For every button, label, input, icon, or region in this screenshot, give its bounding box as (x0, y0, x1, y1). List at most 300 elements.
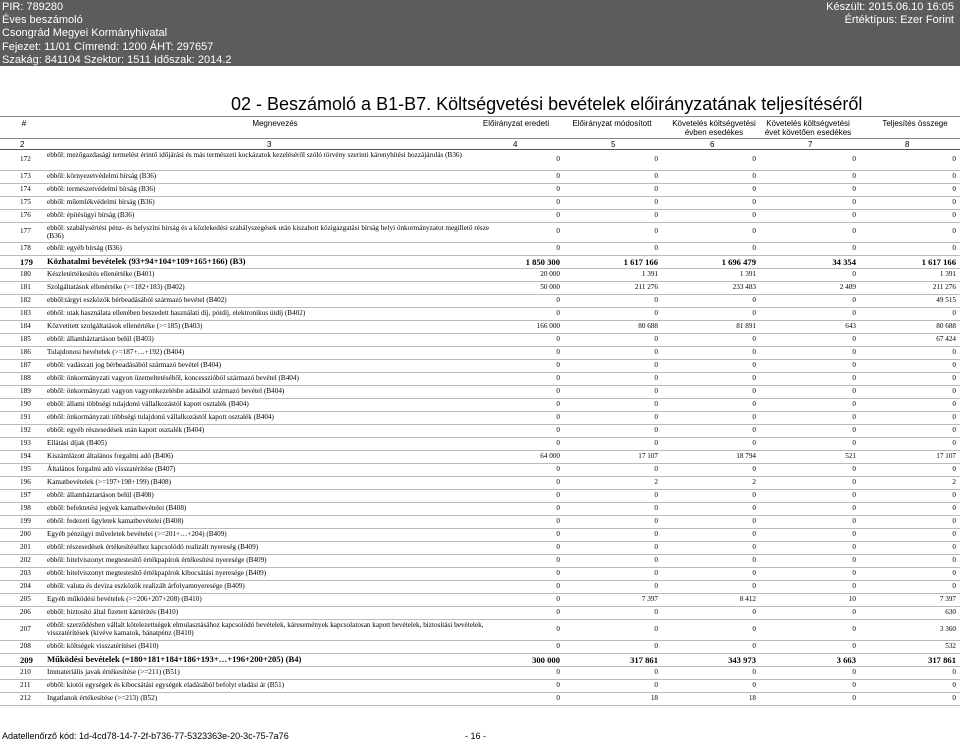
row-number: 179 (20, 257, 33, 267)
row-value-col5: 0 (654, 244, 658, 252)
row-value-col5: 0 (654, 154, 658, 163)
row-value-col8: 0 (952, 210, 956, 219)
row-value-col4: 0 (556, 227, 560, 236)
row-value-col6: 0 (752, 227, 756, 236)
value-type: Értéktípus: Ezer Forint (844, 14, 954, 27)
row-value-col6: 1 391 (739, 270, 756, 278)
verification-code: Adatellenőrző kód: 1d-4cd78-14-7-2f-b736-77-5323363e-20-3c-75-7a76 (2, 731, 289, 741)
col-num-2: 2 (20, 140, 25, 149)
row-label: Közhatalmi bevételek (93+94+104+109+165+166) (B3) (47, 256, 246, 266)
row-value-col7: 0 (852, 309, 856, 317)
row-value-col5: 1 391 (641, 270, 658, 278)
row-value-col5: 0 (654, 387, 658, 395)
table-row (0, 334, 960, 347)
table-row (0, 516, 960, 529)
row-value-col4: 20 000 (540, 270, 560, 278)
row-value-col7: 0 (852, 227, 856, 236)
row-value-col4: 0 (556, 361, 560, 369)
row-value-col8: 1 617 166 (921, 257, 956, 267)
row-value-col7: 0 (852, 641, 856, 650)
row-value-col6: 0 (752, 244, 756, 252)
row-label: ebből: költségek visszatérítései (B410) (47, 641, 159, 650)
banner-right (826, 1, 954, 27)
row-value-col8: 17 107 (936, 452, 956, 460)
row-value-col7: 0 (852, 361, 856, 369)
report-banner (0, 0, 960, 66)
row-value-col7: 0 (852, 413, 856, 421)
row-value-col7: 0 (852, 387, 856, 395)
row-label: ebből: önkormányzati vagyon vagyonkezelésbe adásából származó bevétel (B404) (47, 387, 285, 395)
row-label: ebből: államháztartáson belül (B408) (47, 491, 154, 499)
table-row (0, 641, 960, 654)
row-number: 211 (20, 680, 31, 689)
row-value-col6: 0 (752, 530, 756, 538)
row-label: ebből: valuta és deviza eszközök realizált árfolyamnyeresége (B409) (47, 582, 245, 590)
row-number: 189 (20, 387, 31, 395)
row-number: 175 (20, 197, 31, 206)
row-label: ebből: önkormányzati vagyon üzemeltetéséből, koncesszióból származó bevétel (B404) (47, 374, 299, 382)
table-row (0, 295, 960, 308)
row-number: 182 (20, 296, 31, 304)
row-value-col7: 0 (852, 465, 856, 473)
row-number: 190 (20, 400, 31, 408)
row-value-col5: 0 (654, 641, 658, 650)
table-row (0, 347, 960, 360)
row-value-col8: 0 (952, 413, 956, 421)
row-number: 205 (20, 595, 31, 603)
row-value-col4: 0 (556, 491, 560, 499)
row-value-col4: 0 (556, 309, 560, 317)
row-value-col7: 0 (852, 569, 856, 577)
row-number: 203 (20, 569, 31, 577)
row-number: 198 (20, 504, 31, 512)
row-value-col7: 0 (852, 517, 856, 525)
row-value-col6: 8 412 (739, 595, 756, 603)
row-value-col4: 0 (556, 569, 560, 577)
row-value-col5: 0 (654, 400, 658, 408)
row-value-col8: 532 (945, 641, 956, 650)
row-value-col6: 0 (752, 426, 756, 434)
row-value-col4: 0 (556, 400, 560, 408)
row-value-col4: 0 (556, 210, 560, 219)
row-value-col7: 0 (852, 478, 856, 486)
row-value-col7: 0 (852, 426, 856, 434)
table-row (0, 555, 960, 568)
row-label: Egyéb működési bevételek (>=206+207+208) (B410) (47, 595, 202, 603)
row-value-col5: 1 617 166 (623, 257, 658, 267)
row-value-col8: 0 (952, 184, 956, 193)
row-value-col7: 0 (852, 270, 856, 278)
row-value-col4: 0 (556, 426, 560, 434)
row-label: ebből: államháztartáson belül (B403) (47, 335, 154, 343)
row-value-col8: 211 276 (932, 283, 956, 291)
row-value-col5: 0 (654, 361, 658, 369)
row-number: 206 (20, 608, 31, 616)
table-row (0, 321, 960, 334)
row-value-col8: 0 (952, 400, 956, 408)
row-value-col5: 0 (654, 667, 658, 676)
row-value-col4: 0 (556, 608, 560, 616)
row-value-col8: 0 (952, 491, 956, 499)
row-value-col4: 0 (556, 478, 560, 486)
row-value-col5: 0 (654, 543, 658, 551)
row-value-col6: 0 (752, 543, 756, 551)
fejezet-line: Fejezet: 11/01 Címrend: 1200 ÁHT: 297657 (2, 40, 214, 53)
row-number: 183 (20, 309, 31, 317)
row-value-col7: 0 (852, 680, 856, 689)
row-number: 188 (20, 374, 31, 382)
col-header-num: # (21, 119, 27, 128)
row-value-col6: 0 (752, 361, 756, 369)
row-value-col4: 0 (556, 517, 560, 525)
col-num-6: 6 (710, 140, 715, 149)
table-row (0, 529, 960, 542)
table-row (0, 256, 960, 269)
row-value-col6: 2 (752, 478, 756, 486)
row-value-col7: 0 (852, 210, 856, 219)
table-row (0, 490, 960, 503)
row-value-col6: 18 794 (736, 452, 756, 460)
row-value-col5: 80 688 (638, 322, 658, 330)
row-value-col7: 0 (852, 504, 856, 512)
row-value-col7: 0 (852, 608, 856, 616)
row-value-col5: 0 (654, 465, 658, 473)
row-label: ebből: műemlékvédelmi bírság (B36) (47, 197, 155, 206)
page-number: - 16 - (465, 731, 487, 741)
row-value-col7: 0 (852, 693, 856, 702)
row-value-col7: 0 (852, 154, 856, 163)
row-value-col7: 0 (852, 582, 856, 590)
row-value-col8: 80 688 (936, 322, 956, 330)
row-value-col4: 0 (556, 387, 560, 395)
col-header-name: Megnevezés (252, 119, 298, 128)
row-value-col8: 0 (952, 667, 956, 676)
row-value-col7: 0 (852, 184, 856, 193)
table-row (0, 269, 960, 282)
row-value-col7: 0 (852, 667, 856, 676)
table-row (0, 693, 960, 706)
row-value-col5: 0 (654, 171, 658, 180)
row-label: ebből: állami többségi tulajdonú vállalkozástól kapott osztalék (B404) (47, 400, 249, 408)
table-row (0, 223, 960, 244)
row-value-col5: 0 (654, 374, 658, 382)
row-value-col8: 0 (952, 439, 956, 447)
row-value-col8: 0 (952, 197, 956, 206)
row-value-col6: 0 (752, 374, 756, 382)
row-value-col6: 0 (752, 624, 756, 633)
row-number: 184 (20, 322, 31, 330)
row-value-col6: 0 (752, 197, 756, 206)
row-value-col4: 0 (556, 504, 560, 512)
row-value-col8: 0 (952, 556, 956, 564)
row-value-col7: 0 (852, 171, 856, 180)
row-value-col6: 0 (752, 569, 756, 577)
row-number: 192 (20, 426, 31, 434)
row-label: ebből: környezetvédelmi bírság (B36) (47, 171, 157, 180)
table-row (0, 171, 960, 184)
row-number: 204 (20, 582, 31, 590)
row-label: ebből: egyéb részesedések után kapott osztalék (B404) (47, 426, 205, 434)
row-value-col7: 10 (848, 595, 856, 603)
row-value-col7: 0 (852, 197, 856, 206)
row-value-col5: 0 (654, 504, 658, 512)
row-value-col4: 0 (556, 348, 560, 356)
row-value-col8: 0 (952, 680, 956, 689)
row-value-col7: 521 (845, 452, 856, 460)
row-value-col4: 0 (556, 184, 560, 193)
row-value-col8: 0 (952, 374, 956, 382)
col-num-4: 4 (513, 140, 518, 149)
row-value-col8: 0 (952, 693, 956, 702)
header-top-rule (0, 116, 960, 117)
row-value-col8: 3 360 (939, 624, 956, 633)
row-number: 185 (20, 335, 31, 343)
row-value-col7: 0 (852, 543, 856, 551)
table-row (0, 399, 960, 412)
row-value-col7: 3 663 (836, 654, 856, 665)
row-number: 195 (20, 465, 31, 473)
row-value-col5: 0 (654, 348, 658, 356)
pir-label: PIR: 789280 (2, 1, 64, 13)
table-row (0, 438, 960, 451)
row-value-col5: 0 (654, 335, 658, 343)
row-value-col7: 0 (852, 374, 856, 382)
row-value-col8: 0 (952, 171, 956, 180)
row-number: 196 (20, 478, 31, 486)
row-number: 212 (20, 693, 31, 702)
col-header-kovetoen: Követelés költségvetési évet követően esedékes (764, 119, 852, 137)
row-value-col5: 0 (654, 491, 658, 499)
row-value-col5: 7 397 (641, 595, 658, 603)
created-timestamp: Készült: 2015.06.10 16:05 (826, 1, 954, 13)
row-value-col5: 0 (654, 184, 658, 193)
col-num-5: 5 (611, 140, 616, 149)
row-value-col6: 0 (752, 171, 756, 180)
row-value-col8: 630 (945, 608, 956, 616)
row-value-col6: 81 891 (736, 322, 756, 330)
row-value-col5: 0 (654, 309, 658, 317)
row-value-col7: 0 (852, 244, 856, 252)
table-row (0, 425, 960, 438)
table-row (0, 594, 960, 607)
row-value-col4: 0 (556, 543, 560, 551)
row-value-col5: 0 (654, 624, 658, 633)
row-number: 209 (20, 654, 33, 665)
row-value-col8: 0 (952, 361, 956, 369)
row-value-col6: 0 (752, 413, 756, 421)
row-value-col8: 67 424 (936, 335, 956, 343)
row-value-col5: 0 (654, 197, 658, 206)
row-value-col4: 0 (556, 595, 560, 603)
row-value-col8: 317 861 (928, 654, 956, 665)
table-row (0, 243, 960, 256)
row-value-col4: 0 (556, 171, 560, 180)
table-row (0, 360, 960, 373)
row-number: 207 (20, 624, 31, 633)
row-label: Tulajdonosi bevételek (>=187+…+192) (B404) (47, 348, 185, 356)
table-row (0, 581, 960, 594)
row-number: 187 (20, 361, 31, 369)
row-value-col4: 0 (556, 641, 560, 650)
row-value-col8: 0 (952, 504, 956, 512)
table-row (0, 412, 960, 425)
row-value-col7: 643 (845, 322, 856, 330)
row-value-col7: 0 (852, 624, 856, 633)
table-row (0, 308, 960, 321)
col-header-esedekes: Követelés költségvetési évben esedékes (672, 119, 756, 137)
row-label: ebből: természetvédelmi bírság (B36) (47, 184, 156, 193)
row-value-col4: 1 850 300 (525, 257, 560, 267)
row-number: 178 (20, 244, 31, 252)
row-number: 191 (20, 413, 31, 421)
header-mid-rule (0, 138, 960, 139)
row-number: 193 (20, 439, 31, 447)
row-number: 197 (20, 491, 31, 499)
row-value-col4: 0 (556, 374, 560, 382)
row-label: Készletértékesítés ellenértéke (B401) (47, 270, 155, 278)
row-value-col6: 343 973 (728, 654, 756, 665)
table-row (0, 680, 960, 693)
row-label: ebből: szabálysértési pénz- és helyszíni bírság és a közlekedési szabályszegések után kiszabott közigazgatási bírság helyi önkormányzatot megillető része (B36) (47, 223, 490, 240)
row-value-col6: 0 (752, 439, 756, 447)
row-value-col5: 0 (654, 582, 658, 590)
row-value-col8: 2 (952, 478, 956, 486)
table-row (0, 542, 960, 555)
row-label: ebből: biztosító által fizetett kártérítés (B410) (47, 608, 179, 616)
row-value-col7: 0 (852, 556, 856, 564)
row-value-col8: 0 (952, 387, 956, 395)
col-num-3: 3 (267, 140, 272, 149)
row-label: ebből: önkormányzati többségi tulajdonú vállalkozástól kapott osztalék (B404) (47, 413, 274, 421)
row-value-col5: 2 (654, 478, 658, 486)
row-value-col8: 0 (952, 227, 956, 236)
table-row (0, 654, 960, 667)
row-value-col6: 0 (752, 680, 756, 689)
row-value-col5: 0 (654, 296, 658, 304)
row-number: 199 (20, 517, 31, 525)
row-value-col6: 0 (752, 582, 756, 590)
row-value-col7: 0 (852, 491, 856, 499)
row-value-col4: 300 000 (532, 654, 560, 665)
row-value-col6: 0 (752, 504, 756, 512)
row-number: 181 (20, 283, 31, 291)
row-label: Működési bevételek (=180+181+184+186+193+…+196+200+205) (B4) (47, 653, 302, 664)
row-number: 180 (20, 270, 31, 278)
row-value-col4: 0 (556, 413, 560, 421)
row-value-col4: 0 (556, 693, 560, 702)
row-value-col7: 0 (852, 335, 856, 343)
row-label: ebből: részesedések értékesítéséhez kapcsolódó realizált nyereség (B409) (47, 543, 259, 551)
row-value-col6: 0 (752, 465, 756, 473)
row-value-col6: 0 (752, 400, 756, 408)
row-value-col4: 0 (556, 624, 560, 633)
row-label: Immateriális javak értékesítése (>=211) (B51) (47, 667, 180, 676)
row-number: 176 (20, 210, 31, 219)
row-value-col4: 0 (556, 335, 560, 343)
col-num-7: 7 (808, 140, 813, 149)
row-value-col6: 0 (752, 641, 756, 650)
row-value-col5: 0 (654, 530, 658, 538)
row-value-col8: 0 (952, 348, 956, 356)
row-label: ebből: vadászati jog bérbeadásából származó bevétel (B404) (47, 361, 222, 369)
row-value-col6: 0 (752, 608, 756, 616)
col-header-eredeti: Előirányzat eredeti (482, 119, 550, 128)
row-value-col8: 0 (952, 569, 956, 577)
row-value-col6: 0 (752, 387, 756, 395)
row-number: 172 (20, 154, 31, 163)
row-label: Szolgáltatások ellenértéke (>=182+183) (B402) (47, 283, 185, 291)
row-number: 200 (20, 530, 31, 538)
row-value-col8: 1 391 (939, 270, 956, 278)
row-value-col7: 2 489 (839, 283, 856, 291)
row-label: ebből: utak használata ellenében beszedett használati díj, pótdíj, elektronikus útdíj (B402) (47, 309, 306, 317)
row-number: 194 (20, 452, 31, 460)
row-value-col4: 0 (556, 439, 560, 447)
row-value-col6: 233 483 (732, 283, 756, 291)
row-value-col6: 0 (752, 184, 756, 193)
row-value-col5: 17 107 (638, 452, 658, 460)
page-title: 02 - Beszámoló a B1-B7. Költségvetési bevételek előirányzatának teljesítéséről (231, 94, 863, 114)
row-label: ebből: egyéb bírság (B36) (47, 244, 122, 252)
row-value-col5: 0 (654, 426, 658, 434)
row-value-col8: 0 (952, 309, 956, 317)
row-value-col7: 0 (852, 348, 856, 356)
row-label: Ellátási díjak (B405) (47, 439, 107, 447)
row-number: 201 (20, 543, 31, 551)
row-value-col4: 0 (556, 556, 560, 564)
col-header-modositott: Előirányzat módosított (572, 119, 652, 128)
row-label: Közvetített szolgáltatások ellenértéke (>=185) (B403) (47, 322, 203, 330)
table-row (0, 451, 960, 464)
row-value-col7: 0 (852, 439, 856, 447)
table-row (0, 386, 960, 399)
row-number: 202 (20, 556, 31, 564)
row-label: Kiszámlázott általános forgalmi adó (B406) (47, 452, 174, 460)
row-value-col8: 0 (952, 543, 956, 551)
row-value-col7: 0 (852, 530, 856, 538)
row-number: 210 (20, 667, 31, 676)
row-value-col8: 0 (952, 154, 956, 163)
table-row (0, 568, 960, 581)
row-value-col5: 0 (654, 556, 658, 564)
row-value-col4: 0 (556, 154, 560, 163)
row-value-col7: 0 (852, 400, 856, 408)
row-label: Kamatbevételek (>=197+198+199) (B408) (47, 478, 171, 486)
row-value-col5: 0 (654, 227, 658, 236)
row-value-col4: 64 000 (540, 452, 560, 460)
row-value-col5: 317 861 (630, 654, 658, 665)
row-value-col8: 0 (952, 244, 956, 252)
row-label: ebből: építésügyi bírság (B36) (47, 210, 135, 219)
row-value-col4: 0 (556, 296, 560, 304)
row-label: Általános forgalmi adó visszatérítése (B407) (47, 465, 176, 473)
row-value-col5: 0 (654, 210, 658, 219)
table-row (0, 477, 960, 490)
row-value-col5: 0 (654, 608, 658, 616)
row-value-col5: 18 (650, 693, 658, 702)
row-value-col7: 34 354 (832, 257, 856, 267)
row-label: Egyéb pénzügyi műveletek bevételei (>=201+…+204) (B409) (47, 530, 227, 538)
row-label: ebből: szerződésben vállalt kötelezettségek elmulasztásához kapcsolódó bevételek, káresemények kapcsolatosan kapott bevételek, biztosítási bevételek, visszatérítések (kivéve kamatok, bánatpénz (B410) (47, 621, 484, 638)
row-value-col5: 211 276 (634, 283, 658, 291)
row-label: ebből: befektetési jegyek kamatbevételei (B408) (47, 504, 187, 512)
report-type: Éves beszámoló (2, 14, 83, 27)
row-value-col8: 0 (952, 582, 956, 590)
row-value-col6: 0 (752, 556, 756, 564)
organization: Csongrád Megyei Kormányhivatal (2, 27, 168, 40)
row-value-col4: 0 (556, 680, 560, 689)
row-number: 173 (20, 171, 31, 180)
